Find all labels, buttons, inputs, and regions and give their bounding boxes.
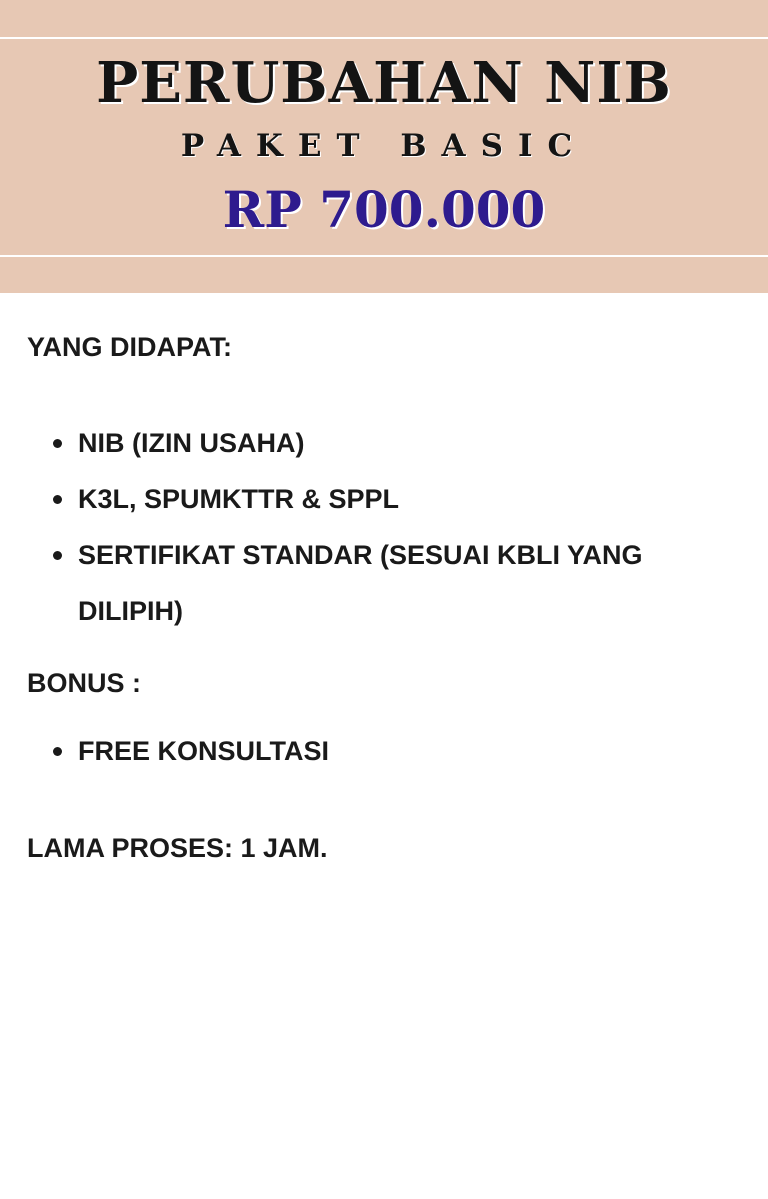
list-item	[0, 723, 698, 779]
list-item-text: SERTIFIKAT STANDAR (SESUAI KBLI YANG DILIPIH)	[78, 540, 643, 626]
list-item	[0, 471, 698, 527]
bullet-icon	[53, 439, 62, 448]
list-item-text: FREE KONSULTASI	[78, 736, 330, 766]
banner-divider-bottom	[0, 255, 768, 257]
process-duration: LAMA PROSES: 1 JAM.	[27, 833, 328, 863]
received-list	[0, 415, 768, 639]
header-banner	[0, 0, 768, 293]
bullet-icon	[53, 747, 62, 756]
list-item-text: NIB (IZIN USAHA)	[78, 428, 305, 458]
package-price: RP 700.000	[222, 180, 546, 239]
bullet-icon	[53, 495, 62, 504]
package-subtitle: PAKET BASIC	[180, 128, 588, 164]
received-heading: YANG DIDAPAT:	[27, 332, 233, 362]
package-title: PERUBAHAN NIB	[96, 50, 672, 116]
bonus-heading: BONUS :	[27, 668, 141, 698]
list-item	[0, 415, 698, 471]
bonus-list	[0, 723, 768, 779]
list-item-text: K3L, SPUMKTTR & SPPL	[78, 484, 400, 514]
list-item	[0, 527, 698, 639]
bullet-icon	[53, 551, 62, 560]
banner-divider-top	[0, 37, 768, 39]
